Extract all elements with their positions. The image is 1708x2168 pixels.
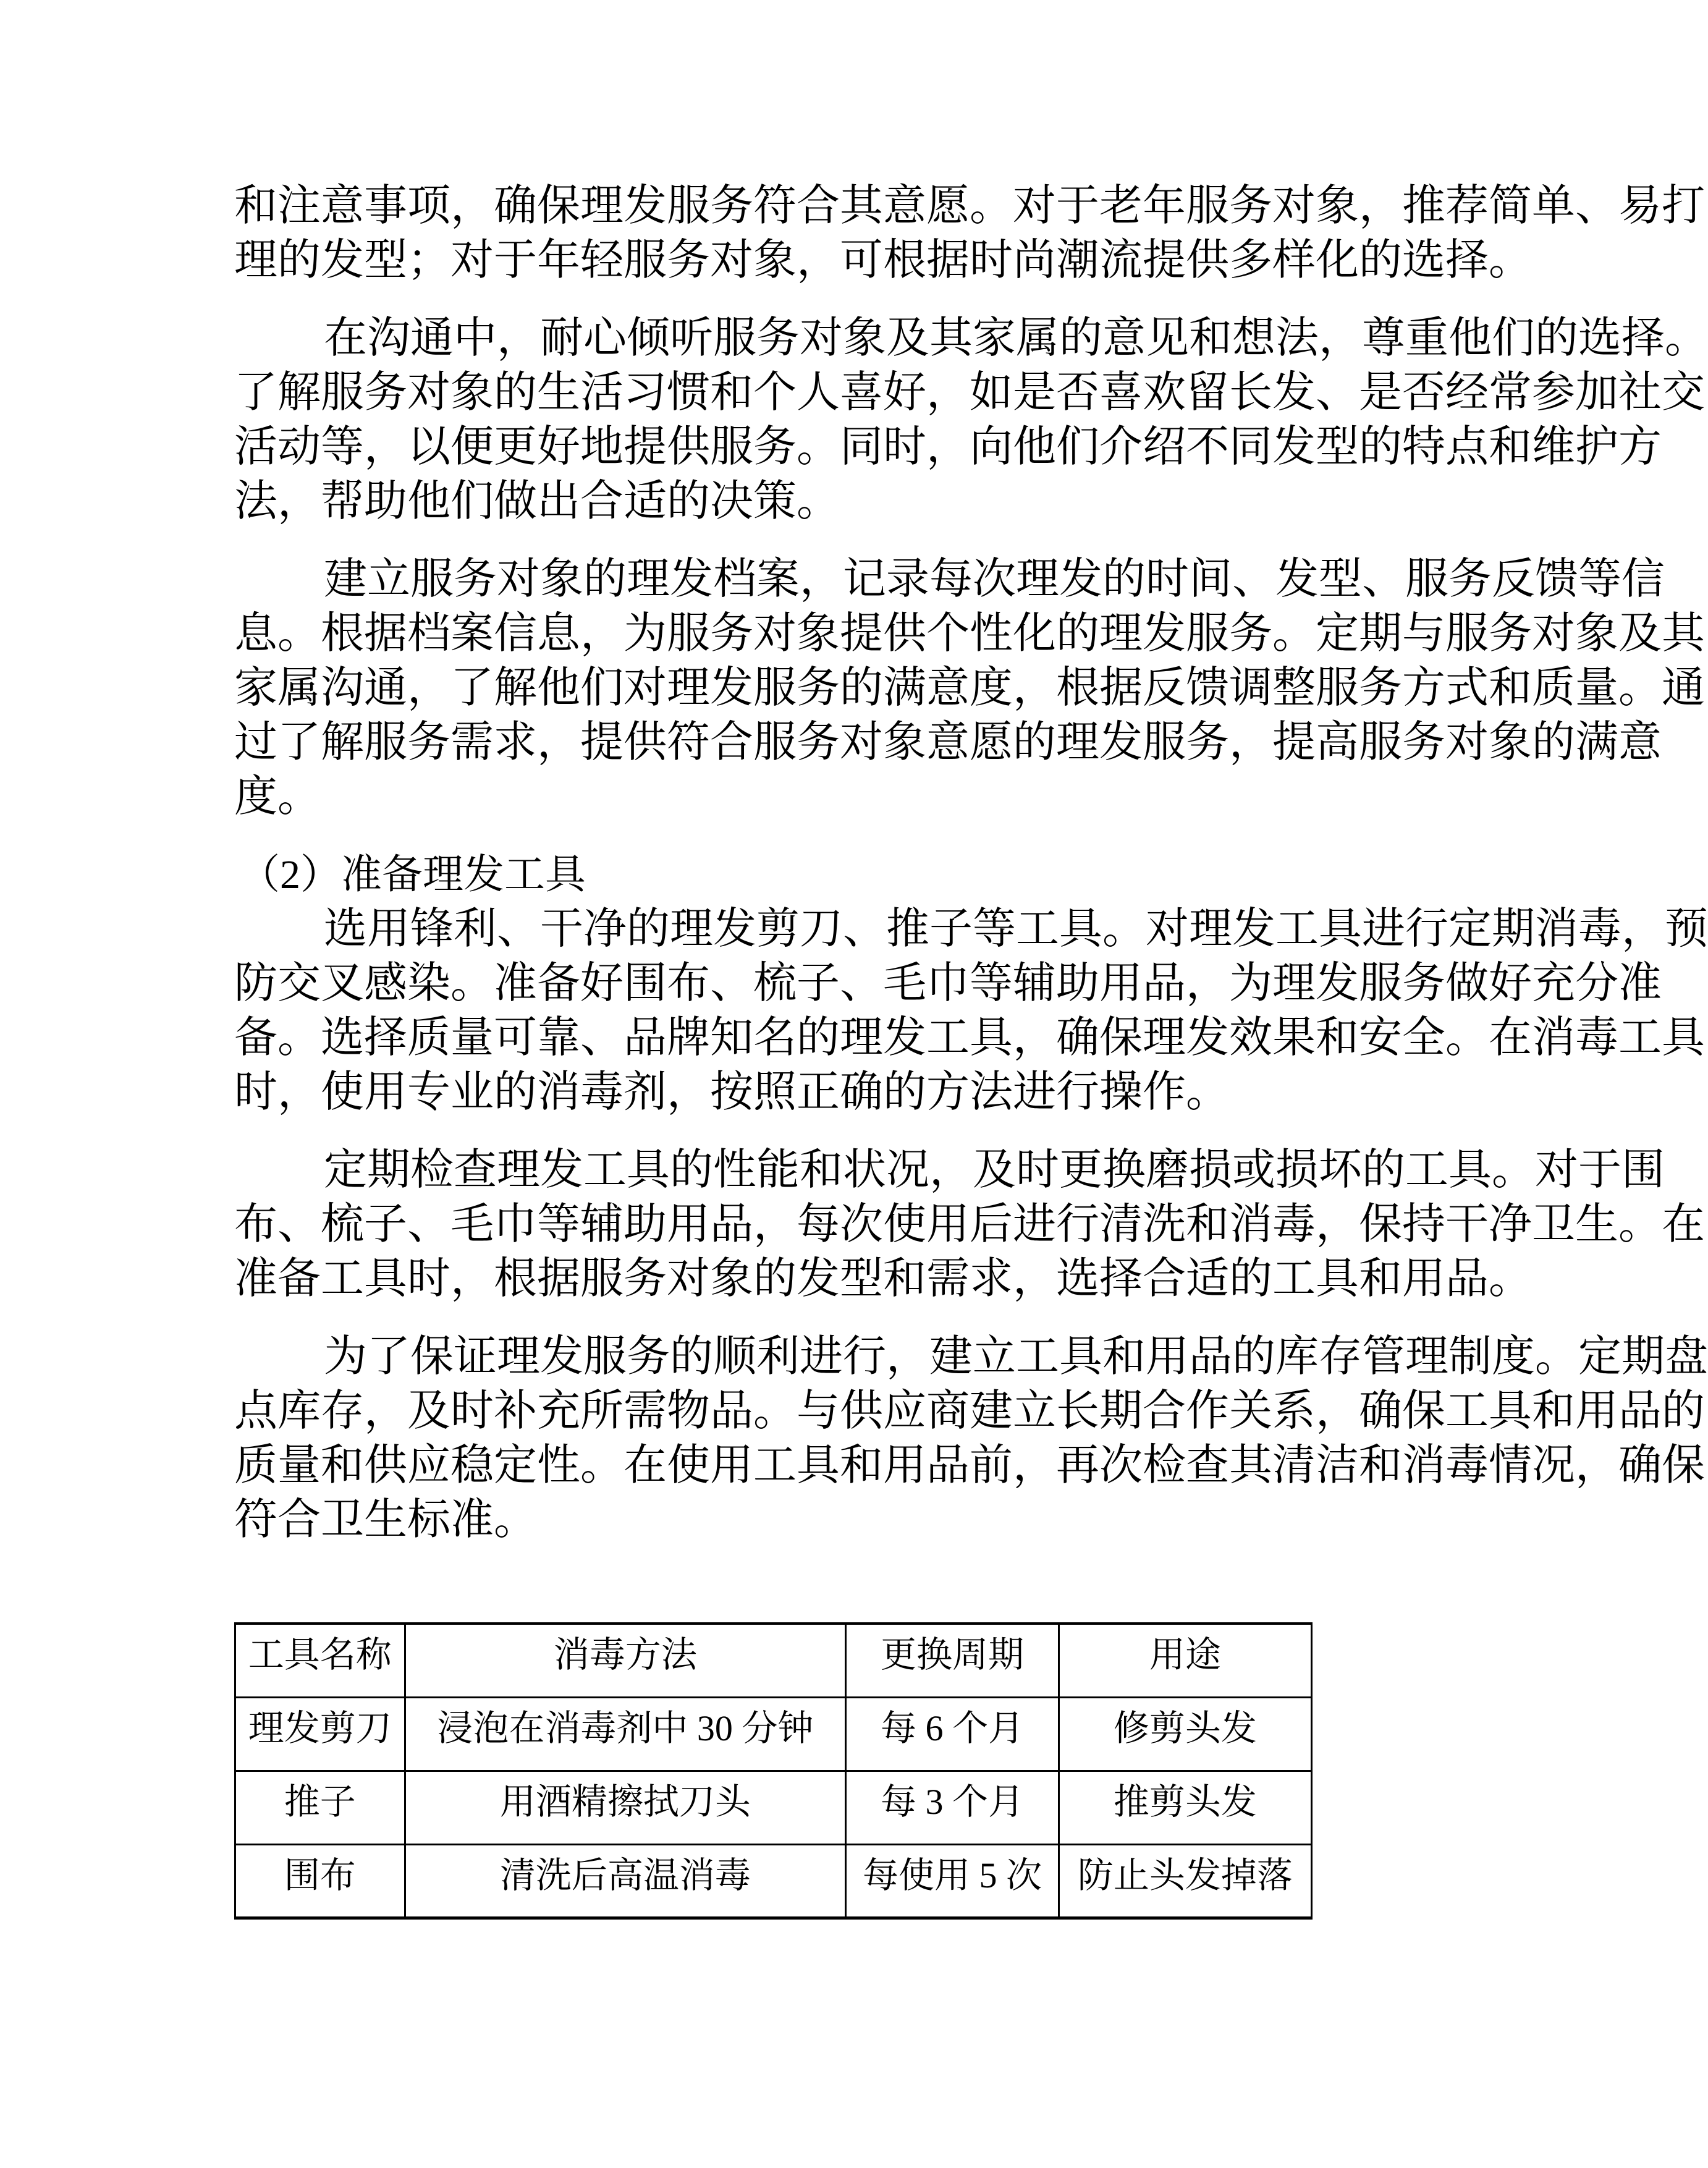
text-line: 度。 (234, 773, 321, 821)
text-line: 为了保证理发服务的顺利进行，建立工具和用品的库存管理制度。定期盘 (324, 1333, 1708, 1381)
text-line: 质量和供应稳定性。在使用工具和用品前，再次检查其清洁和消毒情况，确保 (234, 1442, 1705, 1489)
text-line: 法，帮助他们做出合适的决策。 (234, 478, 840, 525)
table-cell: 理发剪刀 (235, 1697, 405, 1771)
table-cell: 用酒精擦拭刀头 (405, 1771, 846, 1844)
text-line: 活动等，以便更好地提供服务。同时，向他们介绍不同发型的特点和维护方 (234, 423, 1662, 471)
table-header-cell: 消毒方法 (405, 1624, 846, 1697)
paragraph (234, 902, 1708, 1120)
table-row (235, 1697, 1312, 1771)
table-cell: 每使用 5 次 (846, 1844, 1059, 1918)
text-line: 防交叉感染。准备好围布、梳子、毛巾等辅助用品，为理发服务做好充分准 (234, 960, 1662, 1007)
paragraph (234, 1143, 1705, 1306)
text-line: 布、梳子、毛巾等辅助用品，每次使用后进行清洗和消毒，保持干净卫生。在 (234, 1201, 1705, 1248)
section-heading: （2）准备理发工具 (239, 852, 586, 897)
table-cell: 每 3 个月 (846, 1771, 1059, 1844)
table-cell: 防止头发掉落 (1059, 1844, 1311, 1918)
table-cell: 推子 (235, 1771, 405, 1844)
text-line: 过了解服务需求，提供符合服务对象意愿的理发服务，提高服务对象的满意 (234, 719, 1662, 766)
tool-table (234, 1622, 1313, 1920)
text-line: 定期检查理发工具的性能和状况，及时更换磨损或损坏的工具。对于围 (324, 1146, 1665, 1194)
paragraph (234, 311, 1708, 529)
table-cell: 浸泡在消毒剂中 30 分钟 (405, 1697, 846, 1771)
table-header-cell: 工具名称 (235, 1624, 405, 1697)
paragraph (234, 1330, 1708, 1548)
table-cell: 围布 (235, 1844, 405, 1918)
table-cell: 修剪头发 (1059, 1697, 1311, 1771)
text-line: 息。根据档案信息，为服务对象提供个性化的理发服务。定期与服务对象及其 (234, 610, 1705, 658)
table-header-cell: 用途 (1059, 1624, 1311, 1697)
text-line: 和注意事项，确保理发服务符合其意愿。对于老年服务对象，推荐简单、易打 (234, 182, 1705, 230)
text-line: 准备工具时，根据服务对象的发型和需求，选择合适的工具和用品。 (234, 1255, 1532, 1303)
text-line: 时，使用专业的消毒剂，按照正确的方法进行操作。 (234, 1069, 1229, 1116)
text-line: 了解服务对象的生活习惯和个人喜好，如是否喜欢留长发、是否经常参加社交 (234, 369, 1705, 417)
table-cell: 每 6 个月 (846, 1697, 1059, 1771)
text-line: 备。选择质量可靠、品牌知名的理发工具，确保理发效果和安全。在消毒工具 (234, 1014, 1705, 1062)
text-line: 选用锋利、干净的理发剪刀、推子等工具。对理发工具进行定期消毒，预 (324, 905, 1708, 953)
table-header-row (235, 1624, 1312, 1697)
table-cell: 推剪头发 (1059, 1771, 1311, 1844)
text-line: 点库存，及时补充所需物品。与供应商建立长期合作关系，确保工具和用品的 (234, 1387, 1705, 1435)
text-line: 在沟通中，耐心倾听服务对象及其家属的意见和想法，尊重他们的选择。 (324, 315, 1708, 362)
paragraphs-before (234, 179, 1708, 824)
paragraph (234, 179, 1705, 288)
text-line: 符合卫生标准。 (234, 1496, 537, 1544)
paragraphs-after (234, 902, 1708, 1548)
text-line: 建立服务对象的理发档案，记录每次理发的时间、发型、服务反馈等信 (324, 556, 1665, 603)
document-body (234, 179, 1708, 1571)
table-header-cell: 更换周期 (846, 1624, 1059, 1697)
text-line: 家属沟通，了解他们对理发服务的满意度，根据反馈调整服务方式和质量。通 (234, 664, 1705, 712)
table-row (235, 1844, 1312, 1918)
paragraph (234, 553, 1705, 824)
table-row (235, 1771, 1312, 1844)
table-cell: 清洗后高温消毒 (405, 1844, 846, 1918)
text-line: 理的发型；对于年轻服务对象，可根据时尚潮流提供多样化的选择。 (234, 237, 1532, 284)
